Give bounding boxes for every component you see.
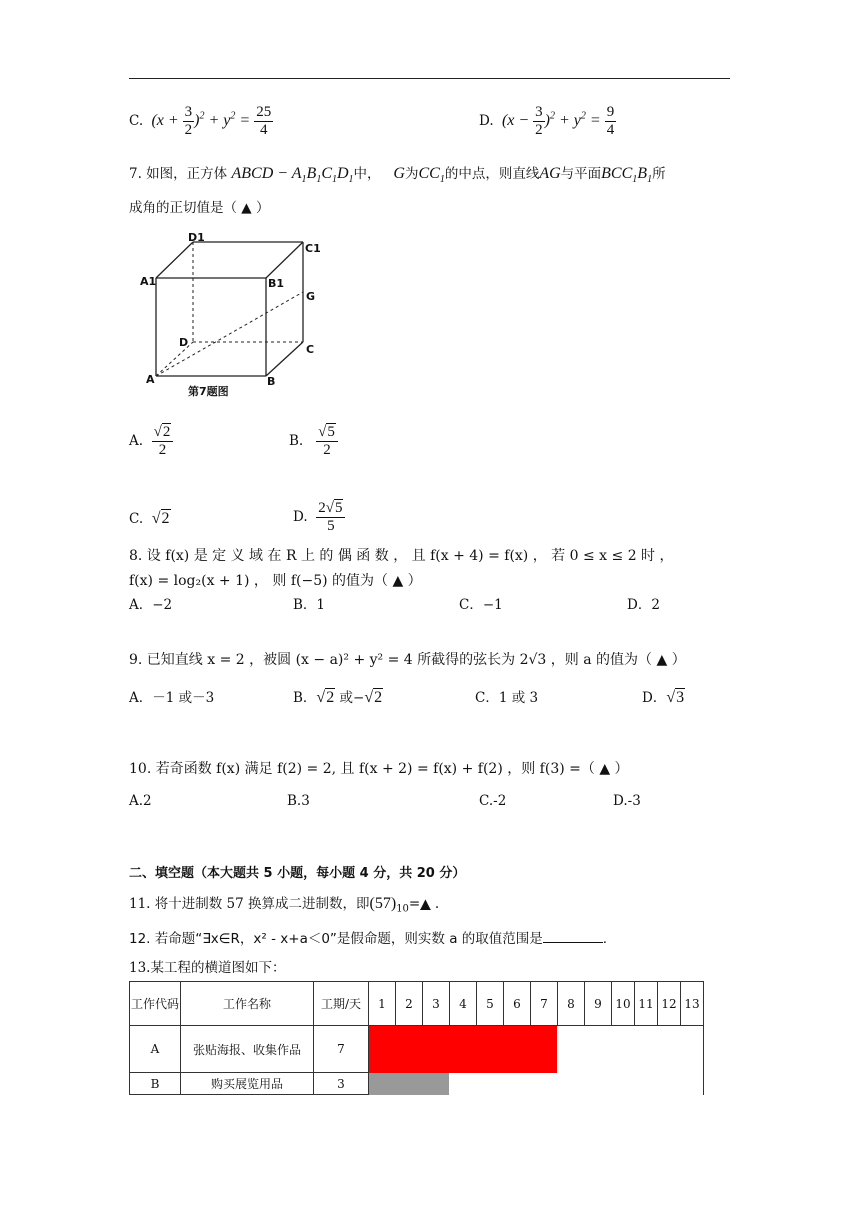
header-day: 12 (658, 982, 681, 1026)
q8-option-c: C．−1 (459, 597, 503, 613)
q7-option-a: A. $\frac{√2}{2}$ (129, 424, 173, 459)
bar-area (369, 1073, 704, 1095)
label-a1: A1 (140, 275, 157, 288)
row-period: 7 (314, 1026, 369, 1073)
q13-stem: 13.某工程的横道图如下： (129, 960, 286, 976)
header-day: 4 (450, 982, 477, 1026)
q8-option-d: D．2 (627, 597, 660, 613)
q10-option-b: B.3 (287, 793, 310, 809)
header-day: 2 (396, 982, 423, 1026)
q11-answer-blank[interactable]: ▲ (420, 896, 431, 912)
label-c1: C1 (305, 242, 321, 255)
q8-stem-line2: f(x) = log₂(x + 1) ， 则 f(−5) 的值为（ ▲ ） (129, 573, 422, 589)
label-b: B (267, 375, 276, 388)
gantt-row-b (130, 1073, 704, 1095)
q8-stem-line1: 8. 设 f(x) 是 定 义 域 在 R 上 的 偶 函 数 ， 且 f(x + 4) = f(x) ， 若 0 ≤ x ≤ 2 时 ， (129, 548, 674, 564)
gantt-row-a (130, 1026, 704, 1073)
q9-option-c: C．1 或 3 (475, 690, 539, 706)
label-d: D (179, 336, 189, 349)
q8-option-b: B．1 (293, 597, 326, 613)
q12-stem: 12. 若命题“∃x∈R，x² - x+a＜0”是假命题，则实数 a 的取值范围是 . (129, 931, 608, 947)
header-day: 8 (558, 982, 585, 1026)
q6-option-c: C. (x + $\frac{3}{2}$ )$^2 + y^2$ = $\frac{25}{4}$ (129, 104, 272, 138)
row-name: 张贴海报、收集作品 (181, 1026, 314, 1073)
q7-option-c: C. √2 (129, 510, 170, 527)
row-code: A (130, 1026, 181, 1073)
q10-option-d: D.-3 (613, 793, 641, 809)
header-rule (129, 78, 730, 79)
header-day: 6 (504, 982, 531, 1026)
q10-option-c: C.-2 (479, 793, 507, 809)
row-code: B (130, 1073, 181, 1095)
header-day: 13 (681, 982, 704, 1026)
bar-area (369, 1026, 704, 1073)
header-name: 工作名称 (181, 982, 314, 1026)
figure-caption: 第7题图 (188, 385, 229, 398)
q8-option-a: A．−2 (129, 597, 173, 613)
header-day: 11 (635, 982, 658, 1026)
header-day: 9 (585, 982, 612, 1026)
header-day: 1 (369, 982, 396, 1026)
q7-option-d: D. $\frac{2√5}{5}$ (293, 500, 345, 535)
label-b1: B1 (268, 277, 285, 290)
header-day: 10 (612, 982, 635, 1026)
q10-stem: 10. 若奇函数 f(x) 满足 f(2) = 2, 且 f(x + 2) = f(x) + f(2) ，则 f(3) =（ ▲ ） (129, 761, 629, 777)
gantt-header-row (130, 982, 704, 1026)
q12-answer-blank[interactable] (543, 942, 603, 943)
label-g: G (306, 290, 316, 303)
q9-stem: 9. 已知直线 x = 2 ，被圆 (x − a)² + y² = 4 所截得的弦长为 2√3 ，则 a 的值为（ ▲ ） (129, 652, 686, 668)
q7-option-b: B. $\frac{√5}{2}$ (289, 424, 338, 459)
gantt-bar-b (369, 1073, 449, 1095)
q9-option-a: A．－1 或－3 (129, 690, 215, 706)
q10-option-a: A.2 (129, 793, 152, 809)
label-c: C (306, 343, 315, 356)
header-day: 3 (423, 982, 450, 1026)
q11-stem: 11. 将十进制数 57 换算成二进制数，即$(57)_{10}=▲$ . (129, 895, 440, 915)
row-name: 购买展览用品 (181, 1073, 314, 1095)
q7-stem-line1: 7. 如图，正方体 ABCD − $A_1B_1C_1D_1$中， G为$CC_1$的中点，则直线AG与平面$BCC_1B_1$所 (129, 165, 666, 186)
header-period: 工期/天 (314, 982, 369, 1026)
header-day: 7 (531, 982, 558, 1026)
q9-option-b: B．√2 或−√2 (293, 689, 383, 706)
label-d1: D1 (188, 232, 205, 244)
label-a: A (146, 373, 155, 386)
q9-option-d: D．√3 (642, 689, 685, 706)
gantt-table (129, 981, 704, 1095)
header-day: 5 (477, 982, 504, 1026)
cube-figure (136, 232, 326, 398)
gantt-bar-a (369, 1026, 557, 1073)
header-code: 工作代码 (130, 982, 181, 1026)
q6-option-d: D. (x − $\frac{3}{2}$ )$^2 + y^2$ = $\frac{9}{4}$ (479, 104, 615, 138)
section-heading: 二、填空题（本大题共 5 小题，每小题 4 分，共 20 分） (129, 866, 466, 881)
row-period: 3 (314, 1073, 369, 1095)
q7-stem-line2: 成角的正切值是（ ▲ ） (129, 200, 270, 216)
